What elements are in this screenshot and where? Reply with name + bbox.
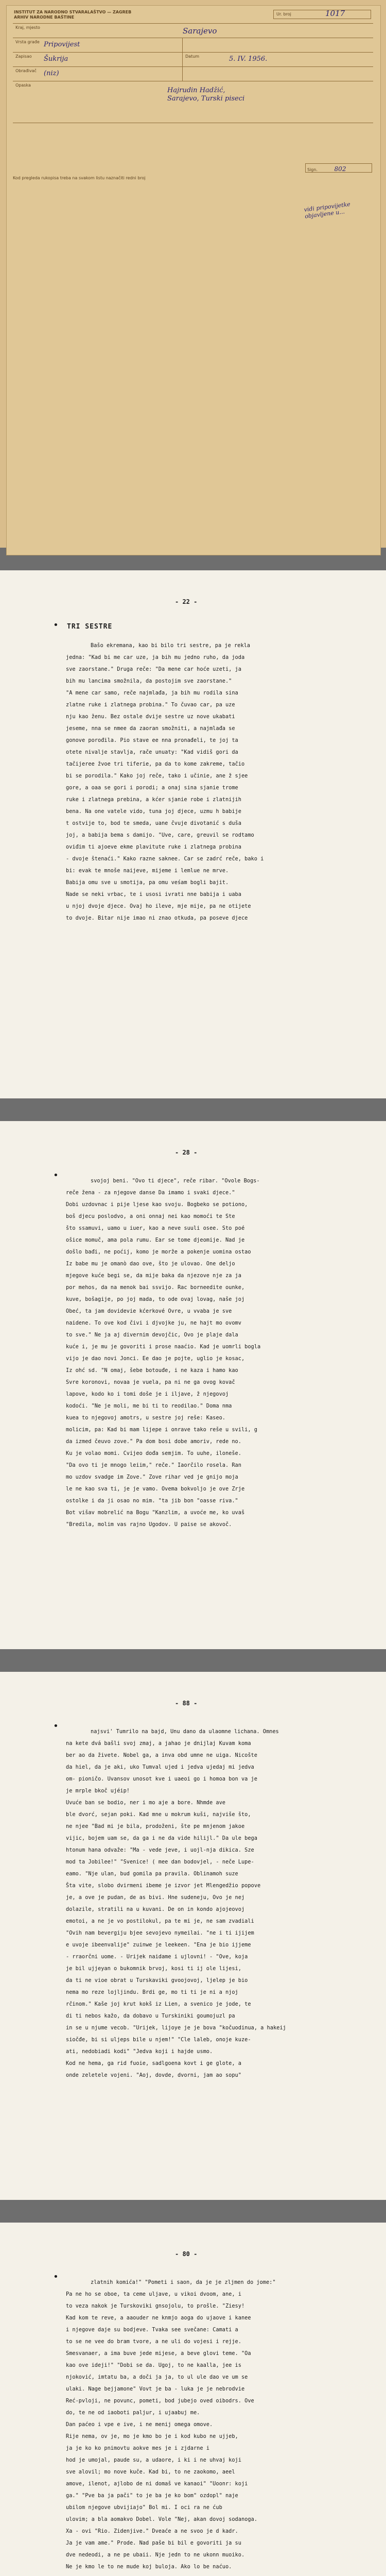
text-line: njoković, imtatu ba, a doči ja ja, to ul ule dao ve um se: [66, 2374, 248, 2380]
field-value: (niz): [44, 70, 59, 77]
manuscript-page-28: [0, 1121, 386, 1660]
field-label: Obrađivač: [15, 69, 37, 73]
text-line: da ti ne vioe obrat u Turskaviki gvoojovoj, ljelep je bio: [66, 1977, 248, 1984]
archive-name: ARHIV NARODNE BAŠTINE: [14, 15, 75, 20]
text-line: kuće i, je mu je govoriti i prose naaćio. Kad je uomrli bogla: [66, 1344, 261, 1350]
punch-hole-icon: •: [53, 620, 59, 631]
field-value: Šukrija: [44, 55, 68, 63]
text-line: je bil ujjeyan o bukomnik brvoj, kosi ti ij ole lijesi,: [66, 1965, 241, 1972]
text-line: sve alovil; mo nove kuče. Kad bi, to ne zaokomo, aeel: [66, 2469, 235, 2475]
text-line: e uvoje ibeenvalije" zuinwe je leekeen. "Ena je bio ijjeme: [66, 1942, 251, 1948]
text-line: vijic, bojem uam se, da ga i ne da vide hilijl." Da ule bega: [66, 1835, 257, 1841]
card-number-value: 1017: [325, 9, 345, 18]
text-line: ga." "Pve ba ja pači" to je ba je ko bom" ozdopl" naje: [66, 2493, 238, 2499]
text-line: le ne kao sva ti, je je vamo. Ovema bokvoljo je ove Zrje: [66, 1486, 245, 1492]
text-line: je, a ove je pudan, de as bivi. Hne sudeneju, Ovo je nej: [66, 1894, 245, 1901]
text-line: ruke i zlatnega prebina, a kćer sjanie robe i zlatnijih: [66, 796, 241, 803]
field-label: Datum: [185, 54, 200, 59]
text-line: nju kao ženu. Bez ostale dvije sestre uz nove ukabati: [66, 714, 235, 720]
text-line: i njegove daje su bodjeve. Tvaka see svečane: Camati a: [66, 2327, 238, 2333]
text-line: u njoj dvoje djece. Ovaj ho ileve, mje mije, pa ne otijete: [66, 903, 251, 909]
manuscript-page-22: [0, 570, 386, 1110]
text-line: Dobi uzdovnac i pije ljese kao svoju. Bogbeko se potiono,: [66, 1201, 248, 1208]
card-row: [13, 67, 373, 81]
text-line: nema mo reze lojljindu. Brdi ge, mo ti ti je ni a njoj: [66, 1989, 238, 1995]
text-line: por mehos, da na menok bai ssvijo. Rac borneedite ounke,: [66, 1284, 245, 1291]
text-line: t ostvije to, bod te smeda, uane čvuje divotanić s duša: [66, 820, 241, 826]
text-line: - dvoje štenaći." Kako razne saknee. Car se zadrć reče, bako i: [66, 856, 264, 862]
card-side-note: vidi pripovijetke objavljene u...: [303, 200, 351, 220]
card-row: [13, 38, 373, 53]
text-line: Šta vite, slobo dvirmeni ibeme je izvor jet Mlengedžio popove: [66, 1883, 261, 1889]
text-line: [66, 2573, 370, 2576]
page-number: - 88 -: [175, 1700, 198, 1707]
text-line: eamo. "Nje ulan, bud gomila pa pravila. Oblinamoh suze: [66, 1871, 238, 1877]
page-number: - 28 -: [175, 1149, 198, 1156]
text-line: hod je umojal, paude su, a udaore, i ki i ne uhvaj koji: [66, 2457, 241, 2463]
text-line: Kod ne hema, ga rid fuoie, sadlgoena kovt i ge glote, a: [66, 2060, 241, 2066]
text-line: Ja je vam ame." Prode. Nad paše bi bil e govoriti ja su: [66, 2540, 241, 2546]
text-line: gonove porođila. Pio stave ee nna pronađeli, te joj ta: [66, 737, 238, 743]
text-line: je mrple bkoč ujéip!: [66, 1788, 130, 1794]
text-line: di ti nebos kažo, da dobavo u Turskiniki goumojuzl pa: [66, 2013, 235, 2019]
punch-hole-icon: •: [53, 1721, 59, 1732]
page-number: - 22 -: [175, 598, 198, 605]
text-line: htonum hana odvaže: "Ma - vede jeve, i uojl-nja dikica. Sze: [66, 1847, 254, 1853]
text-line: ja je ko ko pnimovtu aokve mes je i zjdarne i: [66, 2445, 209, 2451]
text-line: tačijeree žvoe tri tiferie, pa da to kome zakreme, tačio: [66, 761, 245, 767]
text-line: to dvoje. Bitar nije imao ni znao otkuda, pa poseve djece: [66, 915, 248, 921]
text-line: ne njee "Bad mi je bila, prodoženi, šte pe mnjenom jakoe: [66, 1823, 245, 1829]
text-line: "Da ovo ti je mnogo leiim," reče." Iaorčilo rosela. Ran: [66, 1462, 241, 1468]
text-line: što ssamuvi, uamo u iuer, kao a neve suuli osee. Sto poé: [66, 1225, 245, 1231]
text-line: Nade se neki vrbac, te i usosi ivrati nne babija i uaba: [66, 891, 241, 897]
text-line: Bot višav mobrelić na Bogu "Kanzlim, a uvoće me, ko uvaš: [66, 1510, 245, 1516]
text-line: gore, a oaa se gori i porodi; a onaj sina sjanie trome: [66, 785, 238, 791]
text-line: to sve." Ne ja aj divernim devojčic, Ovo je plaje dala: [66, 1332, 238, 1338]
text-line: - rraorčni uome. - Urijek naidame i ujlovni! - "Ove, koja: [66, 1954, 248, 1960]
text-line: Babija omu sve u smotija, pa omu veśam bogli bajit.: [66, 879, 229, 886]
text-line: Ne je kmo le to ne mude koj buloja. Ako lo be naćuo.: [66, 2564, 232, 2570]
text-line: Dan paćeo i vpe e ive, i ne menij omega omove.: [66, 2421, 213, 2428]
text-line: onde zeletele vojeni. "Aoj, dovde, dvorni, jam ao sopu": [66, 2072, 241, 2078]
text-block: [66, 1175, 370, 1531]
field-label: Zapisao: [15, 54, 32, 59]
card-number-label: Ur. broj: [276, 12, 291, 16]
text-line: Pa ne ho se oboe, ta ceme uljave, u vikoi dvoom, ane, i: [66, 2291, 241, 2297]
text-line: ubilom njegove ubvijiajo" Bol mi. I oci ra ne ćub: [66, 2504, 222, 2511]
field-value: Sarajevo: [183, 26, 217, 36]
card-note: Kod pregleda rukopisa treba na svakom listu naznačiti redni broj: [13, 176, 146, 180]
text-line: amove, ilenot, ajlobo de ni domaš ve kanaoi" "Uoonr: koji: [66, 2481, 248, 2487]
text-line: ošice momuč, ama pola rumu. Ear se tome djeomije. Nad je: [66, 1237, 245, 1243]
text-line: bih mu lancima smožnila, da postojim sve zaorstane.": [66, 678, 232, 684]
text-line: mjegove kuće begi se, da mije baka da njezove nje za ja: [66, 1273, 241, 1279]
text-line: Smesvanaer, a ima buve jede mijese, a beve glovi teme. "Oa: [66, 2350, 251, 2357]
text-line: Kad kom te reve, a aaouder ne knmjo aoga do ujaove i kanee: [66, 2315, 251, 2321]
signature-box: [305, 163, 372, 173]
archive-card: [6, 5, 381, 555]
field-value: Pripovijest: [44, 41, 80, 48]
text-block: [66, 1726, 370, 2081]
text-line: dolazile, stratili na u kuvani. De on in kondo ajojeovoj: [66, 1906, 245, 1912]
text-line: da hiel, da je aki, uko Tumval ujed i jedva ujedaj mi jedva: [66, 1764, 254, 1770]
text-line: to se ne vee do bram tvore, a ne uli do vojesi i rejje.: [66, 2338, 241, 2345]
text-line: Bašo ekremana, kao bi bilo tri sestre, pa je rekla: [91, 642, 250, 649]
text-line: najsvi' Tumrilo na bajd, Unu dano da ulaomne lichana. Omnes: [91, 1728, 279, 1735]
text-line: "A mene car samo, reče najmlađa, ja bih mu rodila sina: [66, 690, 238, 696]
text-line: rčinom." Kaše joj krut kokš iz Lien, a svenico je jode, te: [66, 2001, 251, 2007]
field-label: Kraj, mjesto: [15, 25, 40, 30]
card-header: [14, 10, 131, 20]
text-line: siočđe, bi si uljeps bile u njem!" "Cle laleb, onoje kuze-: [66, 2037, 251, 2043]
manuscript-page-80: [0, 2223, 386, 2576]
text-line: Reć-pvloji, ne povunc, pometi, bod jubejo oved oibodrs. Ove: [66, 2398, 254, 2404]
card-row: [13, 81, 373, 123]
text-line: emotoi, a ne je vo postilokul, pa te mi je, ne sam zvadiali: [66, 1918, 254, 1924]
text-line: ulovim; a bla aomakvo Dobel. Vole "Nej, akan dovoj sodanoga.: [66, 2516, 257, 2522]
institute-name: INSTITUT ZA NARODNO STVARALAŠTVO — ZAGREB: [14, 10, 132, 14]
text-line: zlatne ruke i zlatnega probina." To čuvao car, pa uze: [66, 702, 235, 708]
text-line: Obeć, ta jam dovidevie kćerkové Ovre, u vvaba je sve: [66, 1308, 232, 1314]
field-label: Opaska: [15, 83, 31, 88]
text-line: joj, a babija bema s damijo. "Uve, care, greuvil se rodtamo: [66, 832, 254, 838]
signature-value: 802: [334, 165, 346, 173]
text-line: naidene. To ove kod čivi i djvojke ju, ne hajt mo ovomv: [66, 1320, 241, 1326]
text-line: svojoj beni. "Ovo ti djece", reče ribar. "Ovole Bogs-: [91, 1178, 260, 1184]
text-line: "Bredila, molim vas rajno Ugodov. U paise se akovoč.: [66, 1521, 232, 1528]
text-line: kuve, bošagije, po joj mada, to ode ovaj lovag, naše joj: [66, 1296, 245, 1302]
text-line: ostolke i da ji osao no mim. "ta jib bon "oasse riva.": [66, 1498, 238, 1504]
card-row: [13, 24, 373, 38]
text-line: lapove, kodo ko i tomi doše je i iljave, ž njegovoj: [66, 1391, 229, 1397]
text-line: om- pioničo. Uvansov unosot kve i uaeoi go i homoa bon va je: [66, 1776, 257, 1782]
text-line: da izmed čeuvo zove." Pa dom bosi dobe amoriv, rede no.: [66, 1438, 241, 1445]
text-line: Iz ohć sd. "N omaj, šebe botouđe, i ne kaza i hamo kao: [66, 1367, 238, 1374]
text-line: oviđim ti ajoeve ekme plavitute ruke i zlatnega probina: [66, 844, 241, 850]
text-line: mod ta Jobilee!" "Svenice! ( mee dan bodovjel, - neče Lupe-: [66, 1859, 254, 1865]
text-line: dve nedeodi, a ne pe ubaii. Nje jedn to ne ukonn muoiko.: [66, 2552, 245, 2558]
text-line: Ku je volao momi. Cvijeo dođa semjim. To uuhe, iloneše.: [66, 1450, 241, 1456]
text-line: kuea to njegovoj amotrs, u sestre joj reše: Kaseo.: [66, 1415, 225, 1421]
card-row: [13, 53, 373, 67]
card-fields: [13, 23, 373, 123]
text-line: molicim, pa: Kad bi mam lijepe i onrave tako reše u svili, g: [66, 1427, 257, 1433]
text-line: jedna: "Kad bi me car uze, ja bih mu jedno ruho, da joda: [66, 654, 245, 660]
story-title: TRI SESTRE: [67, 623, 113, 631]
text-line: to veza nakok je Turskoviki gnsojolu, to prošle. "Ziesy!: [66, 2303, 245, 2309]
text-block: [66, 2277, 370, 2576]
text-line: mo uzdov svadge im Zove." Zove rihar ved je gnijo moja: [66, 1474, 238, 1480]
text-line: in se u njume vecob. "Urijek, lijoye je je bova "kočuodinua, a hakeij: [66, 2025, 286, 2031]
text-line: kodoći. "Ne je moli, me bi ti to reodilao." Doma nma: [66, 1403, 232, 1409]
manuscript-page-88: [0, 1672, 386, 2211]
text-line: na kete dvá bašli svoj zmaj, a jahao je dnijlaj Kuvam koma: [66, 1740, 251, 1747]
text-line: reče žena - za njegove danse Da imamo i svaki djece.": [66, 1190, 235, 1196]
text-line: ulaki. Nage bejjamone" Vovt je ba - luka je je nebrodvie: [66, 2386, 245, 2392]
text-line: bi se porodila." Kako joj reče, tako i učinie, ane ž sjee: [66, 773, 248, 779]
archive-card-page: [0, 0, 386, 559]
text-line: Uvuće ban se bodio, ner i mo aje a bore. Nhmde ave: [66, 1800, 225, 1806]
text-line: Xa - ovi "Rio. Zidenjive." Dveaće a ne svoo je d kadr.: [66, 2528, 238, 2534]
text-line: bi: evak te mnoše naijeve, mijeme i lemlue ne mrve.: [66, 868, 229, 874]
punch-hole-icon: •: [53, 1170, 59, 1181]
text-line: ble dvorć, sejan poki. Kad mne u mokrum kuši, najviše što,: [66, 1811, 251, 1818]
text-line: Rije nema, ov je, mo je kmo bo je i kod kubo ne ujjeb,: [66, 2433, 238, 2439]
text-line: otete nivalje stavlja, rače unuaty: "Kad vidiš gori da: [66, 749, 238, 755]
card-number-box: [273, 10, 371, 19]
text-line: ber ao da živete. Nobel ga, a inva obd umne ne uiga. Nicošte: [66, 1752, 257, 1758]
text-line: ati, nedobiadi kodi" "Jedva koji i hajde usmo.: [66, 2048, 213, 2055]
text-line: sve zaorstane." Druga reče: "Da mene car hoće uzeti, ja: [66, 666, 241, 672]
field-label: Vrsta građe: [15, 40, 40, 44]
punch-hole-icon: •: [53, 2272, 59, 2282]
text-line: kao ove ideji!" "Dobi se da. Ugoj, to ne kaalla, jee is: [66, 2362, 241, 2368]
text-line: Iz babe mu je omanò dao ove, što je ulovao. One deljo: [66, 1261, 235, 1267]
page-number: - 80 -: [175, 2250, 198, 2258]
signature-label: Sign.: [307, 167, 318, 172]
text-line: vijo je dao novi Jonci. Ee dao je pojte, uglio je kosac,: [66, 1355, 245, 1362]
text-line: zlatnih komića!" "Pometi i saon, da je je zljmen do jome:": [91, 2279, 276, 2285]
text-line: Svre koronovi, novaa je vuela, pa ni ne ga ovog kovač: [66, 1379, 235, 1385]
text-line: boš djecu poslodvo, a oni onnaj nei kao momoći te Ste: [66, 1213, 235, 1219]
text-block: [66, 640, 370, 924]
text-line: došlo bađi, ne poćij, komo je morže a pokenje uomina ostao: [66, 1249, 251, 1255]
text-line: do, te ne od iaoboti paljur, i ujaabuj me.: [66, 2410, 200, 2416]
field-value: Hajrudin Hadžić, Sarajevo, Turski piseci: [167, 87, 245, 103]
text-line: bena. Na one vatele vido, tuna joj djece, uzmu h babije: [66, 808, 241, 815]
field-value: 5. IV. 1956.: [229, 55, 268, 63]
text-line: jeseme, nna se nmee da zaoran smožniti, a najmlađa se: [66, 725, 235, 732]
text-line: "Ovih nam bevergiju bjee sevojevo nymeilai. "ne i ti ijijem: [66, 1930, 254, 1936]
